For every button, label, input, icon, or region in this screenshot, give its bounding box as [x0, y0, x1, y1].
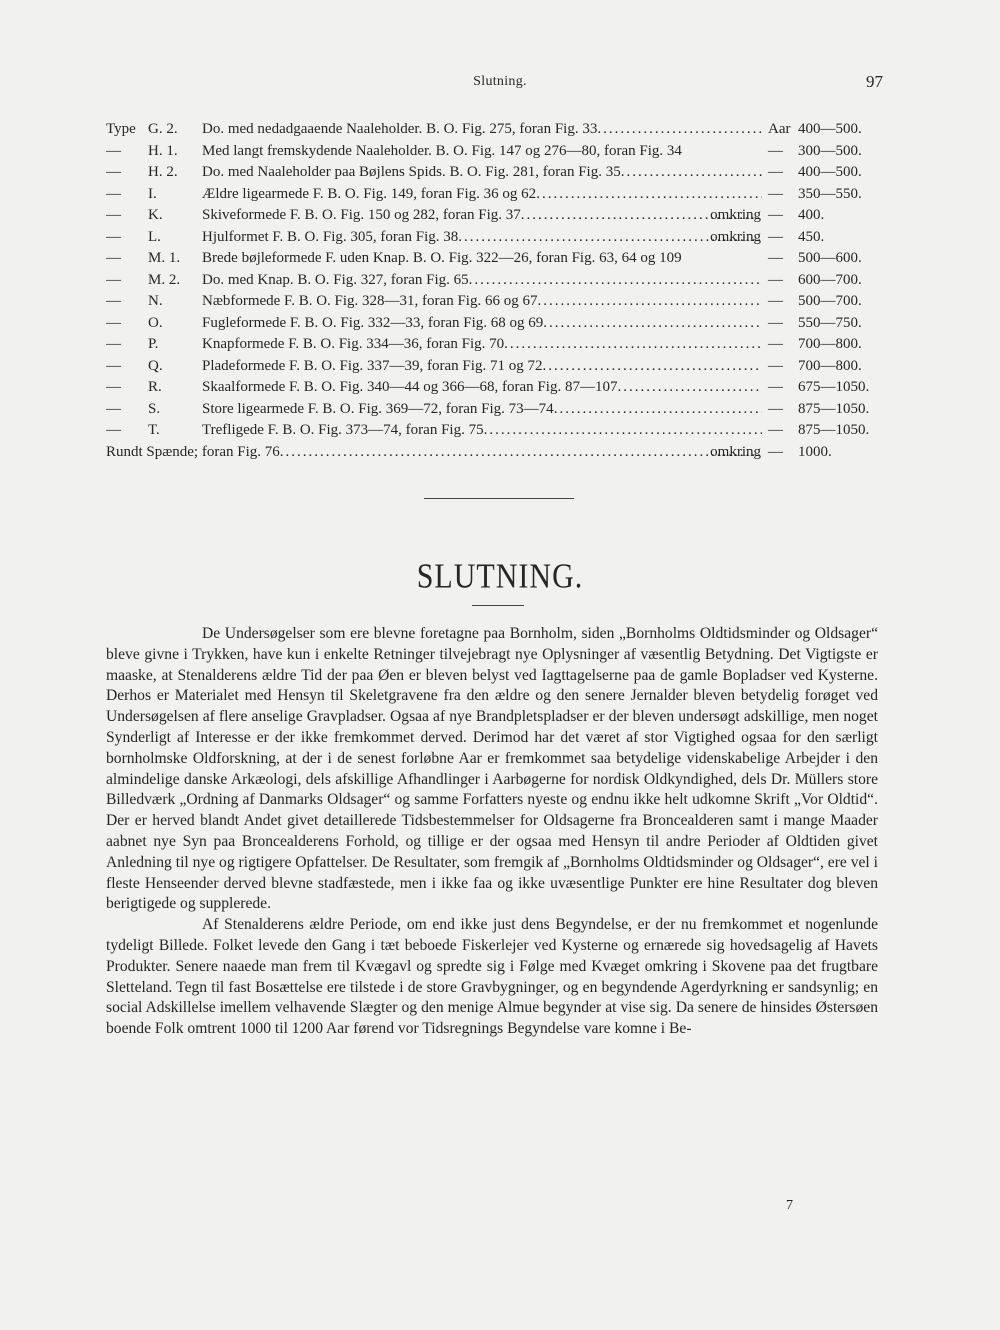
type-description-text: Med langt fremskydende Naaleholder. B. O. Fig. 147 og 276—80, foran Fig. 34: [202, 142, 682, 159]
type-prefix: —: [106, 357, 121, 374]
leader-dots: [469, 270, 762, 292]
leader-dots: [280, 442, 762, 464]
type-prefix: —: [106, 185, 121, 202]
type-years: 500—600.: [798, 250, 862, 266]
type-dash: —: [768, 271, 783, 288]
type-code: L.: [148, 228, 161, 245]
type-years: 400—500.: [798, 121, 862, 137]
type-code: O.: [148, 314, 163, 331]
type-code: I.: [148, 185, 157, 202]
type-years: 450.: [798, 228, 825, 245]
type-prefix: —: [106, 142, 121, 159]
type-dash: —: [768, 207, 783, 223]
type-dash: —: [768, 357, 783, 374]
type-description: [202, 184, 762, 206]
type-row: [106, 334, 878, 356]
leader-dots: [504, 334, 762, 356]
type-years: 550—750.: [798, 314, 862, 331]
type-row: [106, 184, 878, 206]
fibula-type-table: [106, 119, 878, 463]
type-prefix: Type: [106, 121, 136, 137]
type-prefix: —: [106, 207, 121, 223]
type-description-text: Skaalformede F. B. O. Fig. 340—44 og 366—68, foran Fig. 87—107: [202, 379, 618, 395]
type-row: [106, 356, 878, 378]
type-description-text: Hjulformet F. B. O. Fig. 305, foran Fig. 38: [202, 228, 459, 245]
type-prefix: —: [106, 314, 121, 331]
type-prefix: —: [106, 271, 121, 288]
type-dash: —: [768, 443, 783, 460]
type-prefix: —: [106, 228, 121, 245]
type-description-text: Rundt Spænde; foran Fig. 76: [106, 443, 280, 460]
type-years: 875—1050.: [798, 422, 870, 438]
type-description: [202, 119, 762, 141]
type-prefix: —: [106, 336, 121, 352]
type-code: K.: [148, 207, 163, 223]
type-dash: —: [768, 185, 783, 202]
type-description: [202, 313, 762, 335]
type-dash: —: [768, 422, 783, 438]
leader-dots: [536, 184, 762, 206]
leader-dots: [543, 313, 762, 335]
type-years: 400.: [798, 207, 825, 223]
type-row: [106, 162, 878, 184]
leader-dots: [621, 162, 762, 184]
type-row: [106, 205, 878, 227]
type-description-text: Do. med Knap. B. O. Fig. 327, foran Fig. 65: [202, 271, 469, 288]
type-code: M. 2.: [148, 271, 181, 288]
type-description: [202, 141, 762, 163]
type-description-text: Skiveformede F. B. O. Fig. 150 og 282, foran Fig. 37: [202, 207, 521, 223]
type-description-text: Pladeformede F. B. O. Fig. 337—39, foran Fig. 71 og 72: [202, 357, 543, 374]
type-description: [202, 334, 762, 356]
running-title: Slutning.: [473, 74, 527, 89]
type-dash: —: [768, 250, 783, 266]
type-row: [106, 442, 878, 464]
leader-dots: [617, 377, 762, 399]
type-dash: —: [768, 379, 783, 395]
type-description: [202, 248, 762, 270]
type-description-text: Do. med nedadgaaende Naaleholder. B. O. Fig. 275, foran Fig. 33: [202, 121, 598, 137]
type-row: [106, 420, 878, 442]
type-years: 350—550.: [798, 185, 862, 202]
type-code: H. 2.: [148, 164, 178, 180]
type-prefix: —: [106, 379, 121, 395]
type-code: P.: [148, 336, 159, 352]
type-row: [106, 141, 878, 163]
page-number: 97: [866, 72, 883, 91]
type-description-text: Næbformede F. B. O. Fig. 328—31, foran Fig. 66 og 67: [202, 293, 538, 309]
type-years: 400—500.: [798, 164, 862, 180]
leader-dots: [682, 248, 762, 270]
type-prefix: —: [106, 250, 121, 266]
section-divider-long: [424, 498, 574, 499]
type-code: Q.: [148, 357, 163, 374]
type-description-text: Ældre ligearmede F. B. O. Fig. 149, foran Fig. 36 og 62: [202, 185, 537, 202]
type-description-text: Knapformede F. B. O. Fig. 334—36, foran Fig. 70: [202, 336, 505, 352]
type-description: [106, 442, 762, 464]
type-dash: —: [768, 293, 783, 309]
type-row: [106, 248, 878, 270]
type-code: T.: [148, 422, 160, 438]
type-description-text: Do. med Naaleholder paa Bøjlens Spids. B. O. Fig. 281, foran Fig. 35: [202, 164, 621, 180]
signature-mark: 7: [786, 1198, 793, 1213]
type-row: [106, 377, 878, 399]
type-code: R.: [148, 379, 162, 395]
type-years: 300—500.: [798, 142, 862, 159]
type-row: [106, 270, 878, 292]
section-title: SLUTNING.: [416, 557, 584, 596]
type-dash: —: [768, 400, 783, 417]
type-dash: —: [768, 228, 783, 245]
type-code: G. 2.: [148, 121, 178, 137]
leader-dots: [537, 291, 762, 313]
type-description: [202, 270, 762, 292]
type-qualifier: omkring: [710, 443, 761, 460]
type-years: 700—800.: [798, 357, 862, 374]
running-head: [0, 72, 1000, 96]
type-description: [202, 162, 762, 184]
type-years: 675—1050.: [798, 379, 870, 395]
type-prefix: —: [106, 422, 121, 438]
type-description: [202, 377, 762, 399]
type-code: M. 1.: [148, 250, 181, 266]
type-row: [106, 227, 878, 249]
type-prefix: —: [106, 293, 121, 309]
type-description: [202, 227, 762, 249]
type-years: 1000.: [798, 443, 832, 460]
leader-dots: [554, 399, 762, 421]
type-years: 600—700.: [798, 271, 862, 288]
type-dash: —: [768, 164, 783, 180]
section-divider-short: [472, 605, 524, 606]
type-description: [202, 399, 762, 421]
type-dash: —: [768, 314, 783, 331]
type-description: [202, 420, 762, 442]
paragraph-2: Af Stenalderens ældre Periode, om end ikke just dens Begyndelse, er der nu fremkommet et nogenlunde tydeligt Billede. Folket levede den Gang i tæt beboede Fiskerlejer ved Kysterne og ernærede sig hovedsagelig af Havets Produkter. Senere naaede man frem til Kvægavl og spredte sig i Følge med Kvæget omkring i Skovene paa det frugtbare Sletteland. Tegn til fast Bosættelse ere tilstede i de store Gravbygninger, og en begyndende Agerdyrkning er sandsynlig; en social Adskillelse imellem velhavende Slægter og den menige Almue begynder at vise sig. Da senere de hinsides Østersøen boende Folk omtrent 1000 til 1200 Aar førend vor Tidsregnings Begyndelse vare komne i Be-: [106, 916, 878, 1038]
type-qualifier: omkring: [710, 207, 761, 223]
type-code: S.: [148, 400, 161, 417]
leader-dots: [682, 141, 762, 163]
type-prefix: —: [106, 164, 121, 180]
type-row: [106, 313, 878, 335]
body-text: [106, 624, 878, 1040]
type-row: [106, 399, 878, 421]
type-description-text: Store ligearmede F. B. O. Fig. 369—72, foran Fig. 73—74: [202, 400, 554, 417]
type-row: [106, 291, 878, 313]
type-dash: —: [768, 336, 783, 352]
paragraph-1: De Undersøgelser som ere blevne foretagne paa Bornholm, siden „Bornholms Oldtidsminder og Oldsager“ bleve givne i Trykken, have kun i enkelte Retninger tilvejebragt nye Oplysninger af væsentlig Betydning. Det Vigtigste er maaske, at Stenalderens ældre Tid der paa Øen er bleven belyst ved Iagttagelserne paa de gamle Bopladser ved Kysterne. Derhos er Materialet med Hensyn til Skeletgravene fra den ældre og den senere Jernalder bleven betydelig forøget ved Undersøgelsen af flere anselige Gravpladser. Ogsaa af nye Brandpletspladser er der bleven undersøgt adskillige, men noget Synderligt af Interesse er der ikke fremkommet derved. Derimod har det været af stor Vigtighed ogsaa for den særligt bornholmske Oldforskning, at der i de senest forløbne Aar er fremkommet saa betydelige videnskabelige Arbejder i den almindelige danske Arkæologi, dels afskillige Afhandlinger i Aarbøgerne for nordisk Oldkyndighed, dels Dr. Müllers store Billedværk „Ordning af Danmarks Oldsager“ og samme Forfatters nyeste og endnu ikke helt udkomne Skrift „Vor Oldtid“. Der er herved blandt Andet givet detaillerede Tidsbestemmelser for Oldsagerne fra Broncealderen samt i mange Maader aabnet nye Syn paa Broncealderens Forhold, og tillige er der ogsaa med Hensyn til andre Perioder af Oldtiden givet Anledning til nye og rigtigere Opfattelser. De Resultater, som fremgik af „Bornholms Oldtidsminder og Oldsager“, ere vel i fleste Henseender derved blevne stadfæstede, men i ikke faa og ikke uvæsentlige Punkter ere hine Resultater dog bleven berigtigede og supplerede.: [106, 625, 878, 913]
type-description: [202, 291, 762, 313]
type-description: [202, 205, 762, 227]
type-dash: —: [768, 142, 783, 159]
leader-dots: [484, 420, 762, 442]
type-description: [202, 356, 762, 378]
type-years: 700—800.: [798, 336, 862, 352]
type-row: [106, 119, 878, 141]
leader-dots: [542, 356, 762, 378]
type-description-text: Brede bøjleformede F. uden Knap. B. O. Fig. 322—26, foran Fig. 63, 64 og 109: [202, 250, 682, 266]
type-qualifier: omkring: [710, 228, 761, 245]
type-prefix: —: [106, 400, 121, 417]
type-description-text: Trefligede F. B. O. Fig. 373—74, foran Fig. 75: [202, 422, 484, 438]
type-code: N.: [148, 293, 163, 309]
type-years: 500—700.: [798, 293, 862, 309]
type-years: 875—1050.: [798, 400, 870, 417]
type-code: H. 1.: [148, 142, 178, 159]
type-dash: Aar: [768, 121, 791, 137]
leader-dots: [597, 119, 762, 141]
type-description-text: Fugleformede F. B. O. Fig. 332—33, foran Fig. 68 og 69: [202, 314, 544, 331]
